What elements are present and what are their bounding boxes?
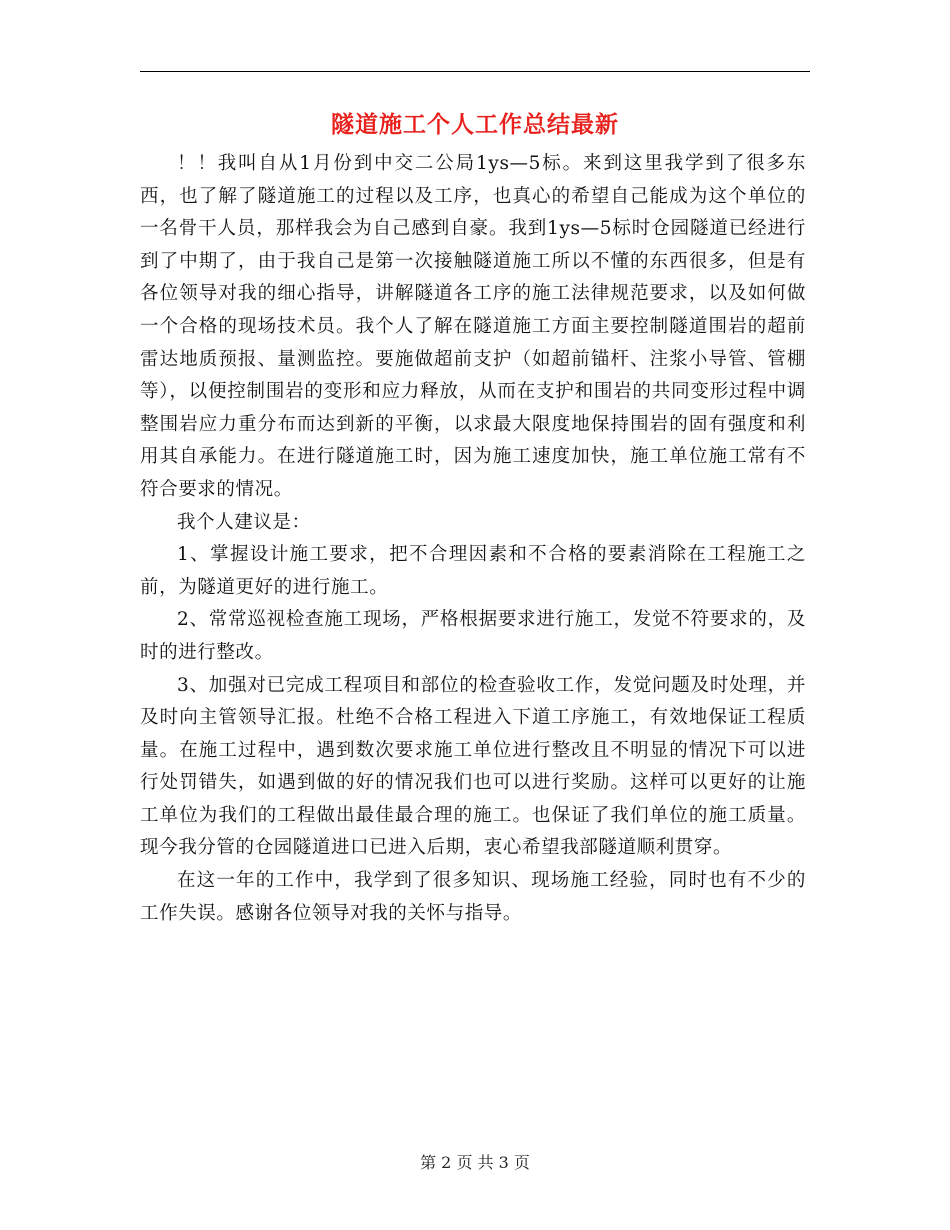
document-title: 隧道施工个人工作总结最新 — [331, 111, 619, 138]
paragraph-suggestion-lead: 我个人建议是： — [177, 511, 311, 533]
paragraph-suggestion-3: 3、加强对已完成工程项目和部位的检查验收工作，发觉问题及时处理，并及时向主管领导汇报。杜绝不合格工程进入下道工序施工，有效地保证工程质量。在施工过程中，遇到数次要求施工单位进行整改且不明显的情况下可以进行处罚错失，如遇到做的好的情况我们也可以进行奖励。这样可以更好的让施工单位为我们的工程做出最佳最合理的施工。也保证了我们单位的施工质量。现今我分管的仓园隧道进口已进入后期，衷心希望我部隧道顺利贯穿。 — [140, 674, 806, 859]
header-rule — [140, 71, 810, 72]
page-number: 第 2 页 共 3 页 — [420, 1153, 530, 1172]
paragraph-suggestion-2: 2、常常巡视检查施工现场，严格根据要求进行施工，发觉不符要求的，及时的进行整改。 — [140, 609, 806, 663]
document-body — [140, 148, 806, 930]
paragraph-intro: ！！我叫自从1月份到中交二公局1ys—5标。来到这里我学到了很多东西，也了解了隧道施工的过程以及工序，也真心的希望自己能成为这个单位的一名骨干人员，那样我会为自己感到自豪。我到1ys—5标时仓园隧道已经进行到了中期了，由于我自己是第一次接触隧道施工所以不懂的东西很多，但是有各位领导对我的细心指导，讲解隧道各工序的施工法律规范要求，以及如何做一个合格的现场技术员。我个人了解在隧道施工方面主要控制隧道围岩的超前雷达地质预报、量测监控。要施做超前支护（如超前锚杆、注浆小导管、管棚等），以便控制围岩的变形和应力释放，从而在支护和围岩的共同变形过程中调整围岩应力重分布而达到新的平衡，以求最大限度地保持围岩的固有强度和利用其自承能力。在进行隧道施工时，因为施工速度加快，施工单位施工常有不符合要求的情况。 — [140, 153, 806, 500]
paragraph-suggestion-1: 1、掌握设计施工要求，把不合理因素和不合格的要素消除在工程施工之前，为隧道更好的进行施工。 — [140, 544, 806, 598]
paragraph-closing: 在这一年的工作中，我学到了很多知识、现场施工经验，同时也有不少的工作失误。感谢各位领导对我的关怀与指导。 — [140, 870, 806, 924]
